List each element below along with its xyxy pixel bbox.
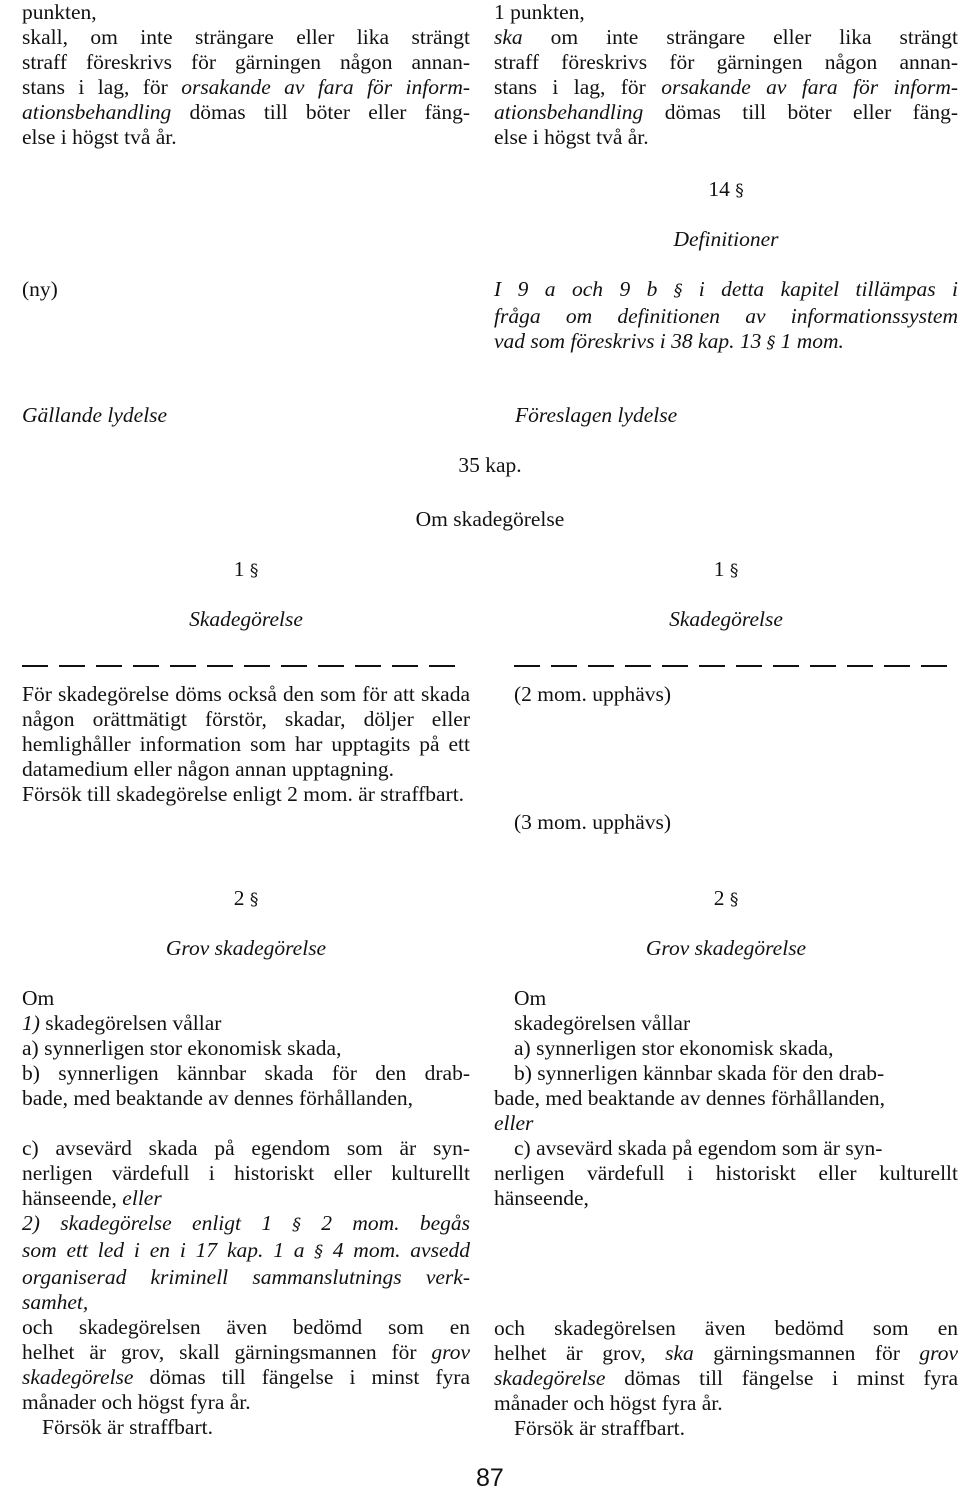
text-line bbox=[494, 1366, 958, 1391]
text-line: skadegörelsen vållar bbox=[514, 1011, 691, 1035]
section-sign: § bbox=[249, 890, 259, 910]
text-line: samhet, bbox=[22, 1290, 89, 1314]
top-right-paragraph bbox=[494, 0, 958, 150]
section-sign: § bbox=[249, 561, 259, 581]
text-line: Försök är straffbart. bbox=[42, 1415, 213, 1439]
italic-run: orsakande av fara för inform- bbox=[661, 75, 959, 99]
blank-line bbox=[22, 1111, 470, 1136]
dash-segment bbox=[551, 665, 577, 667]
text-line: Om bbox=[22, 986, 55, 1010]
paragraph: För skadegörelse döms också den som för att skada någon orättmätigt förstör, skadar, döljer eller hemlighåller information som har upptagits på ett datamedium eller någon annan upptagning. bbox=[22, 682, 470, 781]
text-line: hänseende, bbox=[494, 1186, 589, 1210]
section-2-heading-left: Grov skadegörelse bbox=[165, 936, 327, 960]
dash-segment bbox=[588, 665, 614, 667]
text-line: c) avsevärd skada på egendom som är syn- bbox=[514, 1136, 883, 1160]
text-line: bade, med beaktande av dennes förhållanden, bbox=[22, 1086, 414, 1110]
text-line: organiserad kriminell sammanslutnings verk- bbox=[22, 1265, 470, 1289]
italic-run: eller bbox=[122, 1186, 162, 1210]
text-run: stans i lag, för bbox=[494, 75, 662, 99]
text-run: dömas till böter eller fäng- bbox=[171, 100, 470, 124]
text-line: bade, med beaktande av dennes förhållanden, bbox=[494, 1086, 886, 1110]
text-line: månader och högst fyra år. bbox=[494, 1391, 723, 1415]
section-sign: § bbox=[314, 1242, 323, 1262]
text-line: a) synnerligen stor ekonomisk skada, bbox=[514, 1036, 834, 1060]
section-1-heading-left: Skadegörelse bbox=[189, 607, 303, 631]
text-line: b) synnerligen kännbar skada för den drab- bbox=[22, 1061, 470, 1085]
dash-segment bbox=[514, 665, 540, 667]
section-2-left-text bbox=[22, 986, 470, 1440]
text-run: i detta kapitel tillämpas i bbox=[682, 277, 958, 301]
section-number: 1 bbox=[713, 557, 725, 581]
text-run: vad som föreskrivs i 38 kap. 13 bbox=[494, 329, 767, 353]
text-run: dömas till böter eller fäng- bbox=[643, 100, 958, 124]
dash-segment bbox=[207, 665, 233, 667]
text-run: skadegörelsen vållar bbox=[39, 1011, 222, 1035]
text-line: nerligen värdefull i historiskt eller kulturellt bbox=[22, 1161, 470, 1185]
section-1-right-repealed-3: (3 mom. upphävs) bbox=[514, 810, 672, 834]
text-run: dömas till fängelse i minst fyra bbox=[133, 1365, 470, 1389]
text-line: straff föreskrivs för gärningen någon annan- bbox=[494, 50, 958, 74]
italic-run: ska bbox=[494, 25, 523, 49]
current-wording-heading: Gällande lydelse bbox=[22, 403, 168, 427]
italic-run: skadegörelse bbox=[494, 1366, 606, 1390]
text-run: hänseende, bbox=[22, 1186, 123, 1210]
text-line: a) synnerligen stor ekonomisk skada, bbox=[22, 1036, 342, 1060]
section-number: 14 bbox=[708, 177, 730, 201]
dash-segment bbox=[244, 665, 270, 667]
italic-run: ska bbox=[665, 1341, 694, 1365]
text-run: helhet är grov, skall gärningsmannen för bbox=[22, 1340, 432, 1364]
italic-run: 1) bbox=[22, 1011, 40, 1035]
text-line bbox=[22, 1011, 470, 1036]
text-run: 2) skadegörelse enligt 1 bbox=[22, 1211, 293, 1235]
omitted-text-dash-line bbox=[514, 665, 952, 667]
text-line: c) avsevärd skada på egendom som är syn- bbox=[22, 1136, 470, 1160]
section-14-text bbox=[494, 277, 958, 356]
dash-segment bbox=[281, 665, 307, 667]
text-run: helhet är grov, bbox=[494, 1341, 666, 1365]
text-line bbox=[494, 100, 958, 125]
section-sign: § bbox=[729, 890, 739, 910]
section-1-number-right bbox=[494, 557, 958, 584]
italic-run: grov bbox=[919, 1341, 958, 1365]
text-run: som ett led i en i 17 kap. 1 a bbox=[22, 1238, 315, 1262]
paragraph: Försök till skadegörelse enligt 2 mom. är straffbart. bbox=[22, 782, 465, 806]
omitted-text-dash-line bbox=[22, 665, 458, 667]
text-line: punkten, bbox=[22, 0, 97, 24]
text-line bbox=[494, 329, 958, 356]
dash-segment bbox=[921, 665, 947, 667]
dash-segment bbox=[810, 665, 836, 667]
dash-segment bbox=[625, 665, 651, 667]
text-line bbox=[22, 100, 470, 125]
dash-segment bbox=[392, 665, 418, 667]
section-1-number-left bbox=[22, 557, 470, 584]
text-line bbox=[22, 1186, 470, 1211]
text-line: Försök är straffbart. bbox=[514, 1416, 685, 1440]
section-2-number-left bbox=[22, 886, 470, 913]
new-provision-marker: (ny) bbox=[22, 277, 58, 301]
text-line bbox=[22, 1238, 470, 1265]
text-line bbox=[22, 1211, 470, 1238]
italic-run: orsakande av fara för inform- bbox=[181, 75, 471, 99]
text-line: och skadegörelsen även bedömd som en bbox=[494, 1316, 958, 1340]
text-line: straff föreskrivs för gärningen någon annan- bbox=[22, 50, 470, 74]
section-2-number-right bbox=[494, 886, 958, 913]
italic-run: ationsbehandling bbox=[22, 100, 172, 124]
dash-segment bbox=[170, 665, 196, 667]
dash-segment bbox=[96, 665, 122, 667]
text-line: b) synnerligen kännbar skada för den drab- bbox=[514, 1061, 885, 1085]
dash-segment bbox=[736, 665, 762, 667]
chapter-number: 35 kap. bbox=[458, 453, 522, 477]
proposed-wording-heading: Föreslagen lydelse bbox=[515, 403, 678, 427]
text-line: 1 punkten, bbox=[494, 0, 585, 24]
italic-run: skadegörelse bbox=[22, 1365, 134, 1389]
top-left-paragraph bbox=[22, 0, 470, 150]
text-run: 4 mom. avsedd bbox=[322, 1238, 470, 1262]
text-line bbox=[494, 75, 958, 100]
italic-run: grov bbox=[431, 1340, 470, 1364]
section-number: 2 bbox=[713, 886, 725, 910]
text-line bbox=[22, 1365, 470, 1390]
section-sign: § bbox=[292, 1215, 301, 1235]
section-sign: § bbox=[673, 281, 683, 301]
text-run: om inte strängare eller lika strängt bbox=[522, 25, 958, 49]
text-line: Om bbox=[514, 986, 547, 1010]
text-run: I 9 a och 9 b bbox=[494, 277, 674, 301]
text-run: dömas till fängelse i minst fyra bbox=[605, 1366, 958, 1390]
section-sign: § bbox=[766, 333, 776, 353]
dash-segment bbox=[699, 665, 725, 667]
dash-segment bbox=[884, 665, 910, 667]
text-line: skall, om inte strängare eller lika strängt bbox=[22, 25, 470, 49]
section-1-right-repealed-2: (2 mom. upphävs) bbox=[514, 682, 672, 706]
section-2-heading-right: Grov skadegörelse bbox=[645, 936, 807, 960]
dash-segment bbox=[59, 665, 85, 667]
section-number: 2 bbox=[233, 886, 245, 910]
text-line: fråga om definitionen av informationssystem bbox=[494, 304, 958, 328]
dash-segment bbox=[773, 665, 799, 667]
dash-segment bbox=[429, 665, 455, 667]
section-sign: § bbox=[729, 561, 739, 581]
text-line bbox=[494, 25, 958, 50]
section-2-right-text bbox=[494, 986, 958, 1211]
dash-segment bbox=[662, 665, 688, 667]
dash-segment bbox=[355, 665, 381, 667]
section-14-heading: Definitioner bbox=[673, 227, 779, 251]
section-sign: § bbox=[735, 181, 744, 201]
text-line: else i högst två år. bbox=[494, 125, 649, 149]
text-run: 2 mom. begås bbox=[300, 1211, 470, 1235]
text-line: eller bbox=[494, 1111, 534, 1135]
text-line: nerligen värdefull i historiskt eller kulturellt bbox=[494, 1161, 958, 1185]
text-run: gärningsmannen för bbox=[693, 1341, 920, 1365]
dash-segment bbox=[133, 665, 159, 667]
text-run: stans i lag, för bbox=[22, 75, 182, 99]
page-number: 87 bbox=[476, 1464, 504, 1492]
section-2-right-closing bbox=[494, 1316, 958, 1441]
text-line: månader och högst fyra år. bbox=[22, 1390, 251, 1414]
section-1-heading-right: Skadegörelse bbox=[669, 607, 783, 631]
chapter-title: Om skadegörelse bbox=[415, 507, 565, 531]
text-line: och skadegörelsen även bedömd som en bbox=[22, 1315, 470, 1339]
italic-run: ationsbehandling bbox=[494, 100, 644, 124]
text-run: 1 mom. bbox=[775, 329, 844, 353]
text-line bbox=[494, 1341, 958, 1366]
section-1-left-text bbox=[22, 682, 470, 807]
section-number: 1 bbox=[233, 557, 245, 581]
text-line: else i högst två år. bbox=[22, 125, 177, 149]
text-line bbox=[22, 75, 470, 100]
dash-segment bbox=[318, 665, 344, 667]
section-14-number bbox=[494, 177, 958, 204]
text-line bbox=[494, 277, 958, 304]
dash-segment bbox=[847, 665, 873, 667]
text-line bbox=[22, 1340, 470, 1365]
dash-segment bbox=[22, 665, 48, 667]
